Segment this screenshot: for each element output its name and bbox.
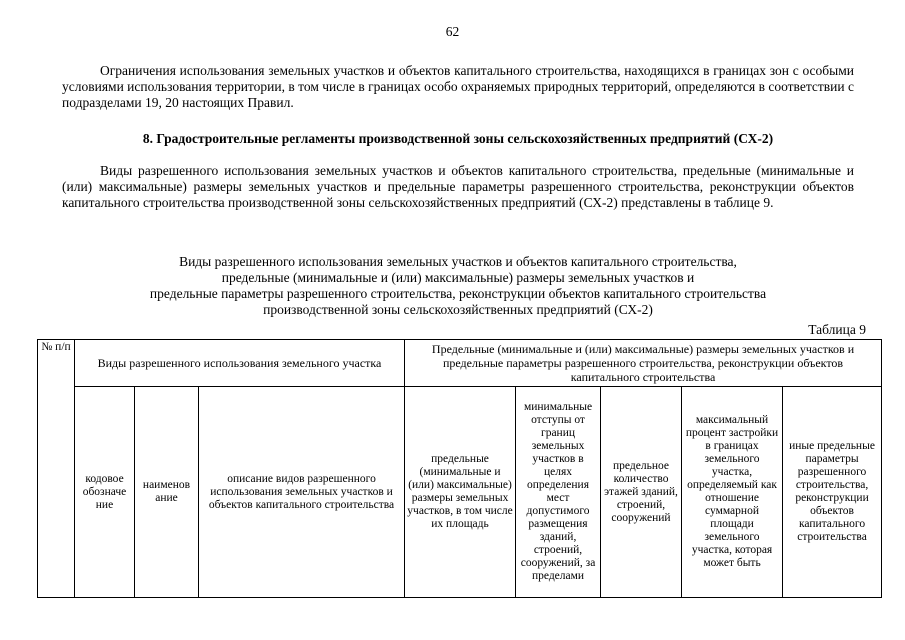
table-caption-line: предельные параметры разрешенного строительства, реконструкции объектов капитального строительства bbox=[149, 286, 767, 301]
header-plot-size: предельные (минимальные и (или) максимальные) размеры земельных участков, в том числе их площадь bbox=[405, 387, 516, 598]
table-caption bbox=[62, 254, 854, 318]
header-group-limits: Предельные (минимальные и (или) максимальные) размеры земельных участков и предельные параметры разрешенного строительства, реконструкции объектов капитального строительства bbox=[405, 340, 882, 387]
header-other: иные предельные параметры разрешенного строительства, реконструкции объектов капитального строительства bbox=[783, 387, 882, 598]
paragraph-intro: Виды разрешенного использования земельных участков и объектов капитального строительства, предельные (минимальные и (или) максимальные) размеры земельных участков и предельные параметры разрешенного строительства, реконструкции объектов капитального строительства производственной зоны сельскохозяйственных предприятий (СХ-2) представлены в таблице 9. bbox=[62, 163, 854, 210]
header-setbacks: минимальные отступы от границ земельных участков в целях определения мест допустимого размещения зданий, строений, сооружений, за пределами bbox=[516, 387, 601, 598]
paragraph-restrictions: Ограничения использования земельных участков и объектов капитального строительства, находящихся в границах зон с особыми условиями использования территории, в том числе в границах особо охраняемых природных территорий, определяются в соответствии с подразделами 19, 20 настоящих Правил. bbox=[62, 63, 854, 110]
table-caption-line: предельные (минимальные и (или) максимальные) размеры земельных участков и bbox=[221, 270, 695, 285]
header-group-usage: Виды разрешенного использования земельного участка bbox=[75, 340, 405, 387]
header-code: кодовое обозначе ние bbox=[75, 387, 135, 598]
page-number: 62 bbox=[445, 24, 460, 39]
table-caption-line: Виды разрешенного использования земельных участков и объектов капитального строительства, bbox=[179, 254, 737, 269]
header-name: наименов ание bbox=[135, 387, 199, 598]
section-heading: 8. Градостроительные регламенты производственной зоны сельскохозяйственных предприятий (СХ-2) bbox=[142, 131, 774, 146]
table-header-row bbox=[38, 340, 882, 387]
header-coverage: максимальный процент застройки в границах земельного участка, определяемый как отношение суммарной площади земельного участка, которая может быть bbox=[682, 387, 783, 598]
table-number: Таблица 9 bbox=[808, 322, 866, 337]
regulations-table bbox=[37, 339, 882, 598]
table-caption-line: производственной зоны сельскохозяйственных предприятий (СХ-2) bbox=[263, 302, 653, 317]
header-number: № п/п bbox=[38, 340, 75, 598]
header-floors: предельное количество этажей зданий, строений, сооружений bbox=[601, 387, 682, 598]
header-description: описание видов разрешенного использования земельных участков и объектов капитального строительства bbox=[199, 387, 405, 598]
table-subheader-row bbox=[38, 387, 882, 598]
